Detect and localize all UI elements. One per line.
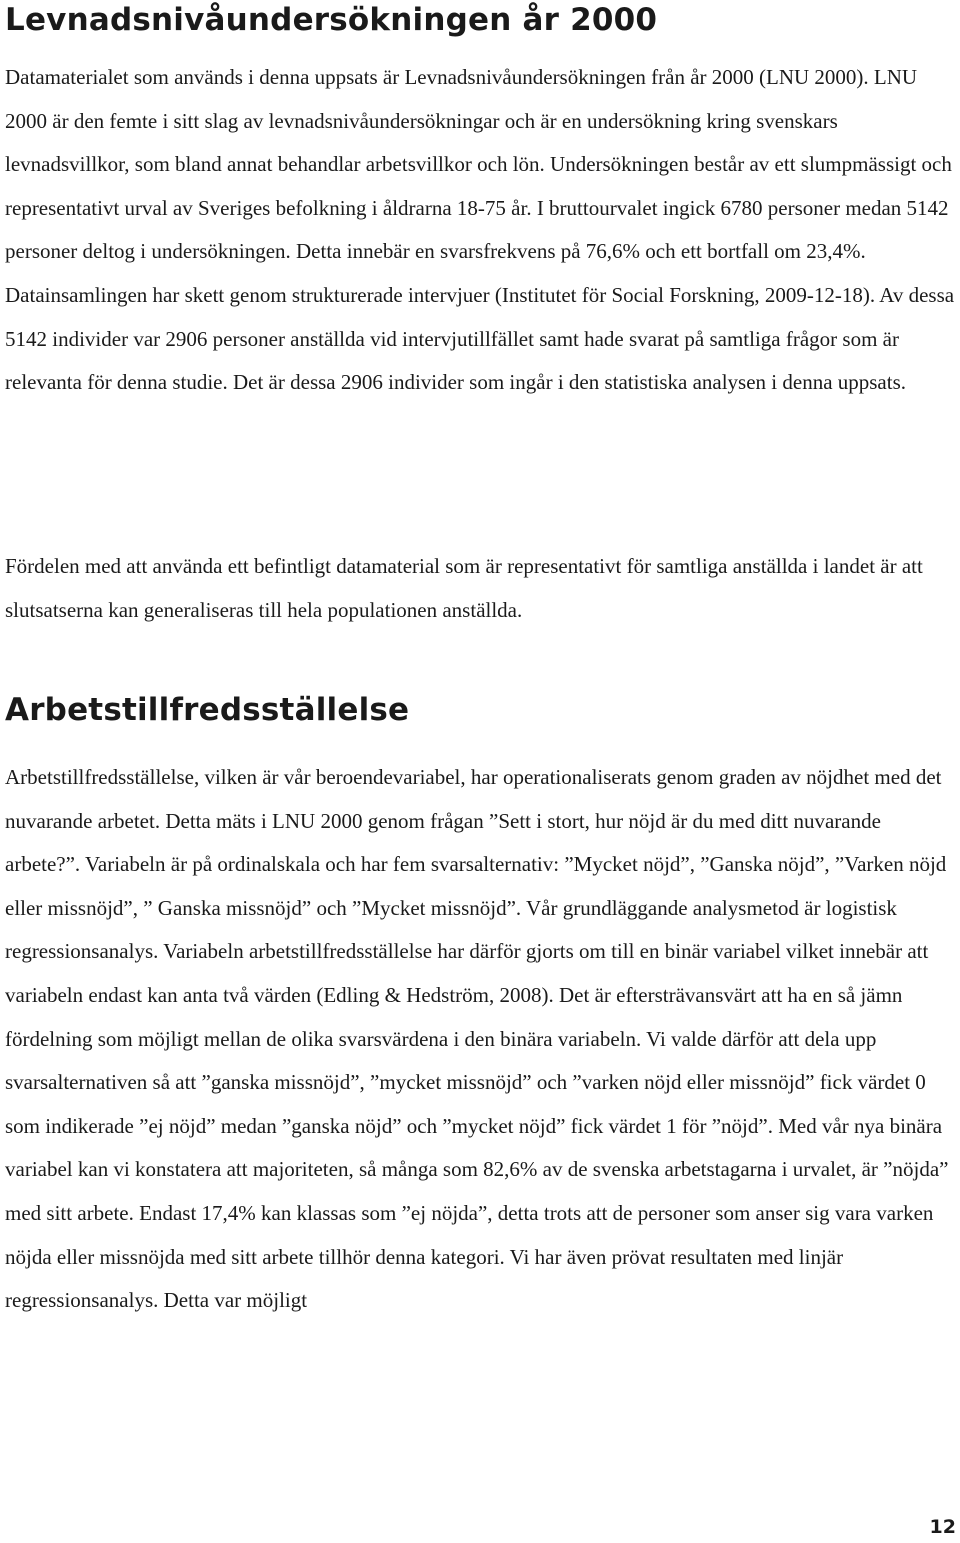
- paragraph-advantage: Fördelen med att använda ett befintligt datamaterial som är representativt för samtliga anställda i landet är att slutsatserna kan generaliseras till hela populationen anställda.: [5, 554, 923, 622]
- section-heading-lnu: Levnadsnivåundersökningen år 2000: [5, 2, 658, 38]
- page-number: 12: [929, 1516, 956, 1538]
- paragraph-job-satisfaction: Arbetstillfredsställelse, vilken är vår beroendevariabel, har operationaliserats genom graden av nöjdhet med det nuvarande arbetet. Detta mäts i LNU 2000 genom frågan ”Sett i stort, hur nöjd är du med ditt nuvarande arbete?”. Variabeln är på ordinalskala och har fem svarsalternativ: ”Mycket nöjd”, ”Ganska nöjd”, ”Varken nöjd eller missnöjd”, ” Ganska missnöjd” och ”Mycket missnöjd”. Vår grundläggande analysmetod är logistisk regressionsanalys. Variabeln arbetstillfredsställelse har därför gjorts om till en binär variabel vilket innebär att variabeln endast kan anta två värden (Edling & Hedström, 2008). Det är eftersträvansvärt att ha en så jämn fördelning som möjligt mellan de olika svarsvärdena i den binära variabeln. Vi valde därför att dela upp svarsalternativen så att ”ganska missnöjd”, ”mycket missnöjd” och ”varken nöjd eller missnöjd” fick värdet 0 som indikerade ”ej nöjd” medan ”ganska nöjd” och ”mycket nöjd” fick värdet 1 för ”nöjd”. Med vår nya binära variabel kan vi konstatera att majoriteten, så många som 82,6% av de svenska arbetstagarna i urvalet, är ”nöjda” med sitt arbete. Endast 17,4% kan klassas som ”ej nöjda”, detta trots att de personer som anser sig vara varken nöjda eller missnöjda med sitt arbete tillhör denna kategori. Vi har även prövat resultaten med linjär regressionsanalys. Detta var möjligt: [5, 765, 949, 1313]
- paragraph-lnu-description: Datamaterialet som används i denna uppsats är Levnadsnivåundersökningen från år 2000 (LNU 2000). LNU 2000 är den femte i sitt slag av levnadsnivåundersökningar och är en undersökning kring svenskars levnadsvillkor, som bland annat behandlar arbetsvillkor och lön. Undersökningen består av ett slumpmässigt och representativt urval av Sveriges befolkning i åldrarna 18-75 år. I bruttourvalet ingick 6780 personer medan 5142 personer deltog i undersökningen. Detta innebär en svarsfrekvens på 76,6% och ett bortfall om 23,4%. Datainsamlingen har skett genom strukturerade intervjuer (Institutet för Social Forskning, 2009-12-18). Av dessa 5142 individer var 2906 personer anställda vid intervjutillfället samt hade svarat på samtliga frågor som är relevanta för denna studie. Det är dessa 2906 individer som ingår i den statistiska analysen i denna uppsats.: [5, 65, 955, 395]
- section-heading-job-satisfaction: Arbetstillfredsställelse: [5, 692, 410, 728]
